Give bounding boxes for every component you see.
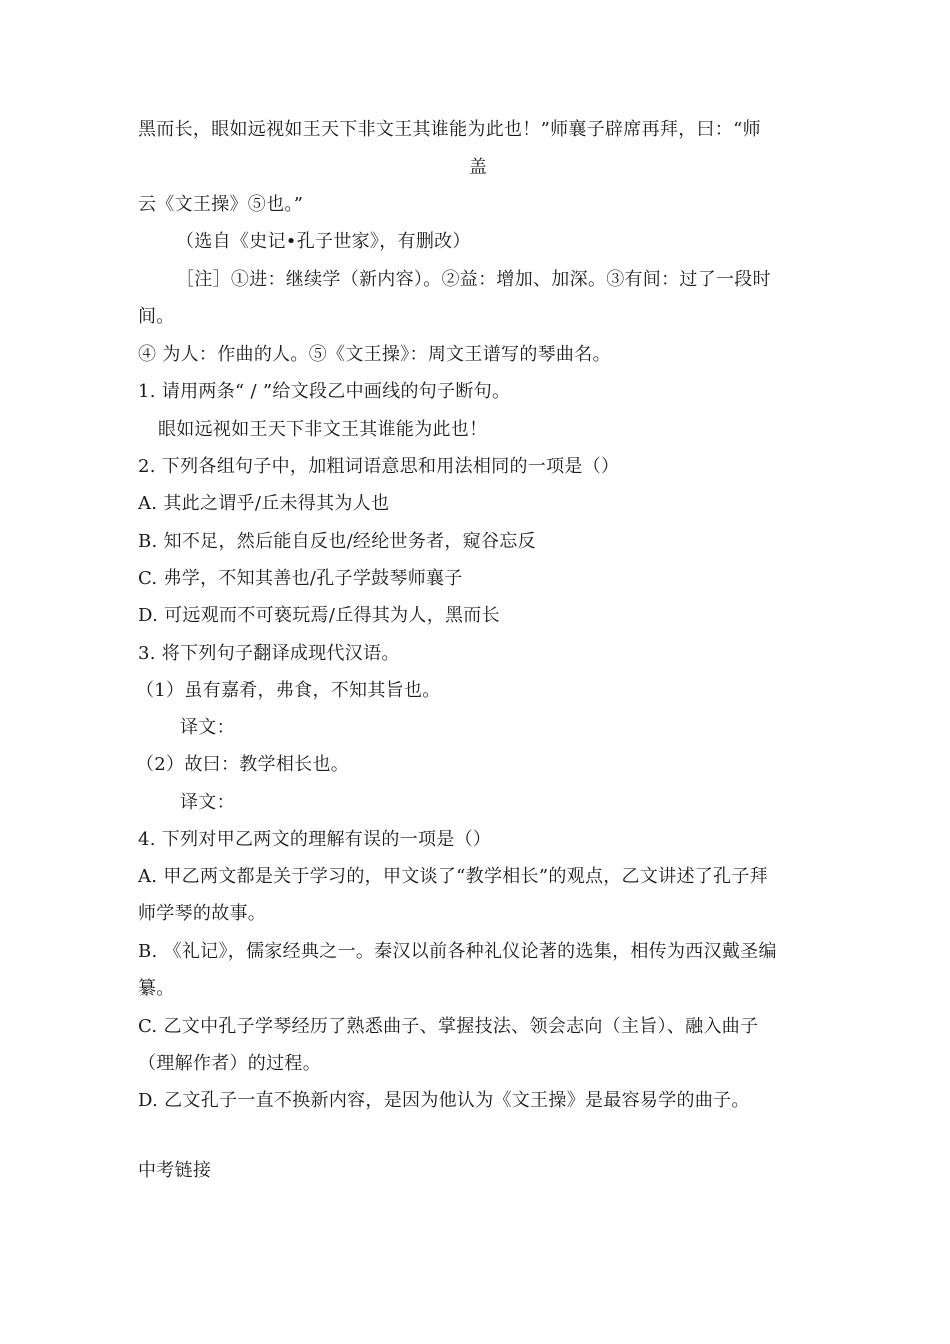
q4-option-c: C. 乙文中孔子学琴经历了熟悉曲子、掌握技法、领会志向（主旨）、融入曲子	[138, 1016, 759, 1037]
q4-option-b: B. 《礼记》，儒家经典之一。秦汉以前各种礼仪论著的选集，相传为西汉戴圣编	[138, 941, 777, 962]
section-heading: 中考链接	[138, 1160, 212, 1181]
option-a: A. 其此之谓乎/丘未得其为人也	[138, 493, 390, 514]
question-3: 3. 将下列句子翻译成现代汉语。	[138, 643, 400, 664]
q4-option-c-cont: （理解作者）的过程。	[138, 1053, 321, 1074]
q4-option-a: A. 甲乙两文都是关于学习的，甲文谈了“教学相长”的观点，乙文讲述了孔子拜	[138, 866, 768, 887]
question-4: 4. 下列对甲乙两文的理解有误的一项是（）	[138, 829, 492, 850]
q4-option-d: D. 乙文孔子一直不换新内容，是因为他认为《文王操》是最容易学的曲子。	[138, 1090, 750, 1111]
option-c: C. 弗学，不知其善也/孔子学鼓琴师襄子	[138, 568, 463, 589]
translation-label: 译文：	[180, 717, 235, 738]
annotation-line: 间。	[138, 306, 175, 327]
annotation-line: ④ 为人：作曲的人。⑤《文王操》：周文王谱写的琴曲名。	[138, 344, 611, 365]
question-3-part-1: （1）虽有嘉肴，弗食，不知其旨也。	[136, 680, 441, 701]
option-d: D. 可远观而不可亵玩焉/丘得其为人，黑而长	[138, 605, 500, 626]
question-3-part-2: （2）故曰：教学相长也。	[136, 754, 350, 775]
text-line: 盖	[468, 157, 488, 178]
q4-option-b-cont: 纂。	[138, 978, 175, 999]
question-2: 2. 下列各组句子中，加粗词语意思和用法相同的一项是（）	[138, 456, 620, 477]
source-citation: （选自《史记•孔子世家》，有删改）	[176, 231, 471, 252]
option-b: B. 知不足，然后能自反也/经纶世务者，窥谷忘反	[138, 531, 536, 552]
translation-label: 译文：	[180, 792, 235, 813]
question-1-sentence: 眼如远视如王天下非文王其谁能为此也！	[158, 419, 488, 440]
question-1: 1. 请用两条“ / ”给文段乙中画线的句子断句。	[138, 381, 511, 402]
annotation-line: ［注］①进：继续学（新内容）。②益：增加、加深。③有间：过了一段时	[176, 269, 771, 290]
q4-option-a-cont: 师学琴的故事。	[138, 903, 267, 924]
text-line: 云《文王操》⑤也。”	[138, 194, 304, 215]
text-line: 黑而长，眼如远视如王天下非文王其谁能为此也！”师襄子辟席再拜，曰：“师	[138, 119, 761, 140]
